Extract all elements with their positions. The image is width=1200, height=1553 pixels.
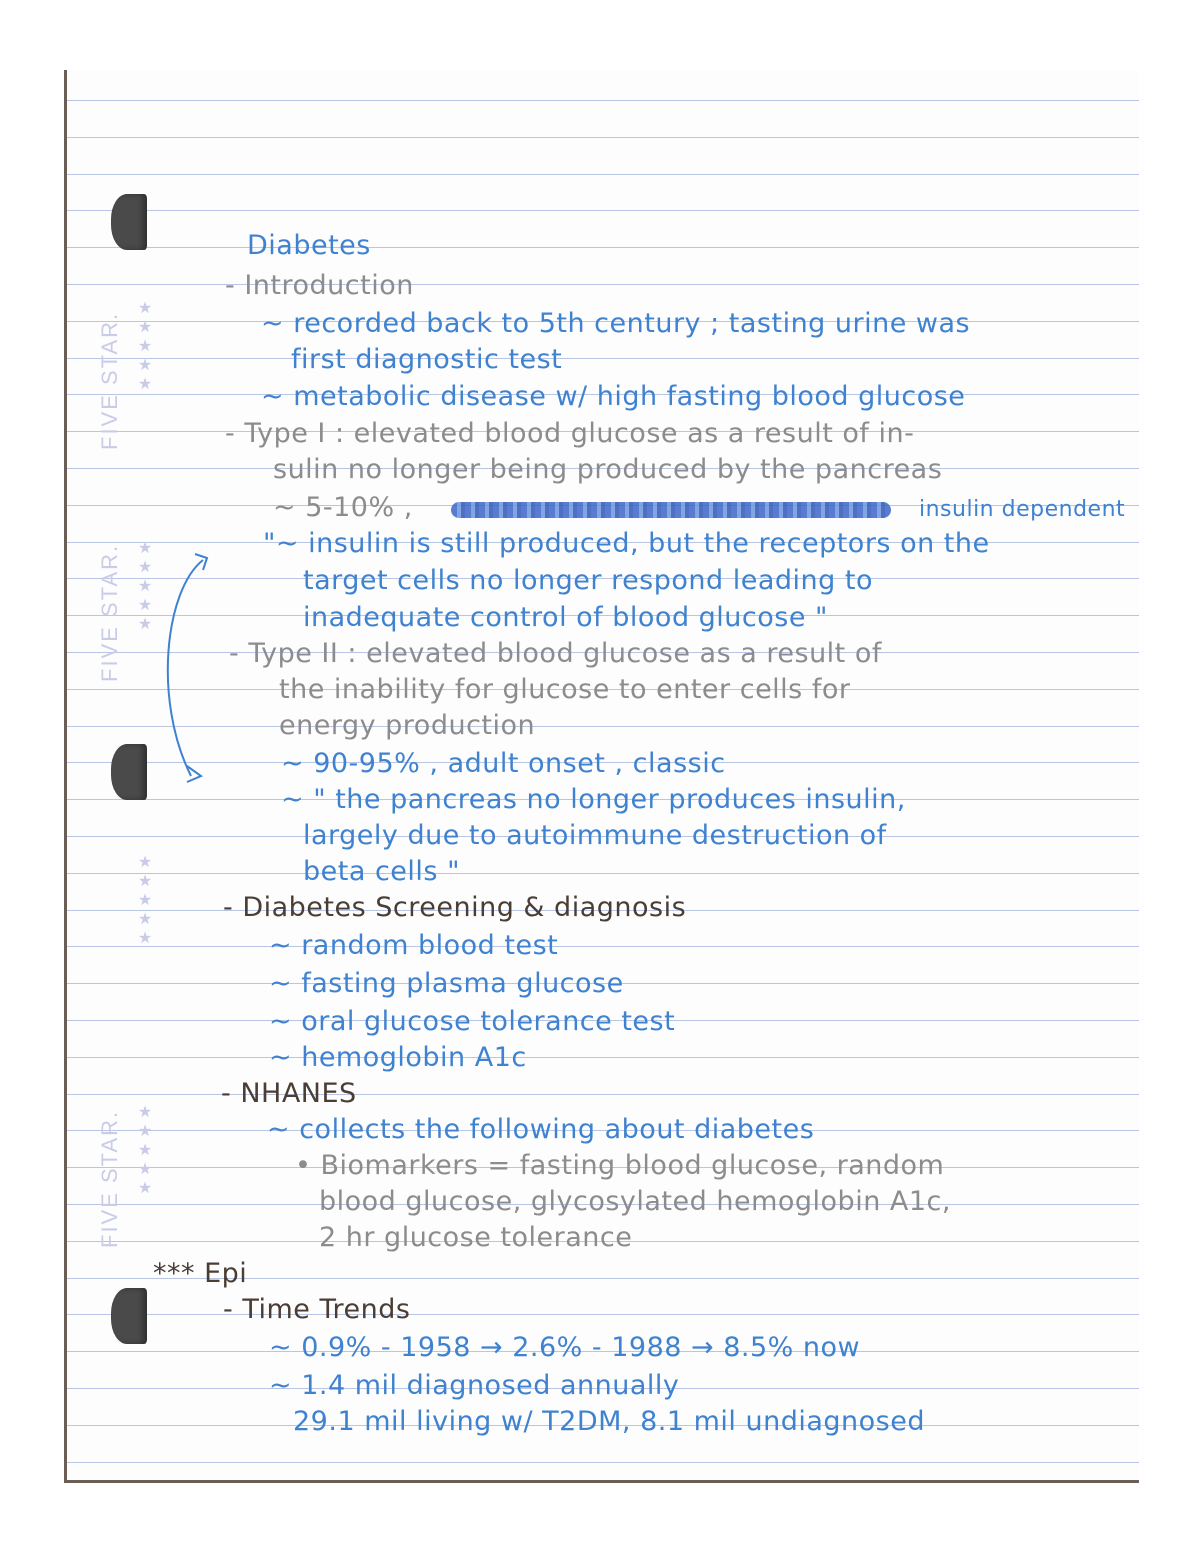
note-line: sulin no longer being produced by the pancreas [273,454,943,485]
quote-line: largely due to autoimmune destruction of [303,820,887,851]
section-heading: - Type II : elevated blood glucose as a result of [229,638,882,669]
ruled-line [67,137,1139,138]
section-heading: - Time Trends [223,1294,411,1325]
section-heading: - NHANES [221,1078,357,1109]
note-line: first diagnostic test [291,344,563,375]
curved-arrow-icon [157,550,227,790]
note-line: ~ collects the following about diabetes [267,1114,815,1145]
section-heading: - Introduction [225,270,414,301]
ruled-line [67,358,1139,359]
ruled-line [67,210,1139,211]
star-column [137,298,153,393]
note-line: blood glucose, glycosylated hemoglobin A1c, [319,1186,951,1217]
binder-hole [111,194,147,250]
note-line: ~ metabolic disease w/ high fasting blood glucose [261,381,966,412]
brand-mark: FIVE STAR. [97,1109,122,1248]
section-heading: - Type I : elevated blood glucose as a result of in- [225,418,915,449]
quote-line: beta cells " [303,856,460,887]
stars-text: ★★★★★ [137,298,153,393]
note-line: ~ 5-10% , [273,492,413,523]
note-line: • Biomarkers = fasting blood glucose, random [295,1150,945,1181]
list-item: ~ fasting plasma glucose [269,968,624,999]
ruled-line [67,946,1139,947]
star-column [137,852,153,947]
note-title: Diabetes [247,230,371,261]
brand-mark: FIVE STAR. [97,543,122,682]
brand-mark: FIVE STAR. [97,311,122,450]
star-column [137,538,153,633]
ruled-line [67,1057,1139,1058]
note-line: ~ recorded back to 5th century ; tasting urine was [261,308,971,339]
ruled-line [67,873,1139,874]
section-heading: *** Epi [153,1258,248,1289]
quote-line: "~ insulin is still produced, but the receptors on the [263,528,990,559]
stars-text: ★★★★★ [137,538,153,633]
ruled-line [67,726,1139,727]
stars-text: ★★★★★ [137,1102,153,1197]
note-line: the inability for glucose to enter cells for [279,674,851,705]
ruled-line [67,1462,1139,1463]
ruled-line [67,247,1139,248]
notebook-page [64,70,1139,1483]
star-column [137,1102,153,1197]
note-line: energy production [279,710,536,741]
quote-line: target cells no longer respond leading to [303,565,873,596]
scribbled-out-text [451,502,891,518]
quote-line: inadequate control of blood glucose " [303,602,828,633]
note-line: ~ 1.4 mil diagnosed annually [269,1370,680,1401]
ruled-line [67,174,1139,175]
stars-text: ★★★★★ [137,852,153,947]
list-item: ~ random blood test [269,930,559,961]
ruled-line [67,100,1139,101]
section-heading: - Diabetes Screening & diagnosis [223,892,687,923]
list-item: ~ oral glucose tolerance test [269,1006,676,1037]
note-line: 29.1 mil living w/ T2DM, 8.1 mil undiagnosed [293,1406,925,1437]
list-item: ~ hemoglobin A1c [269,1042,527,1073]
note-line: ~ 90-95% , adult onset , classic [281,748,726,779]
binder-hole [111,1288,147,1344]
binder-hole [111,744,147,800]
note-line: ~ 0.9% - 1958 → 2.6% - 1988 → 8.5% now [269,1332,861,1363]
quote-line: ~ " the pancreas no longer produces insulin, [281,784,906,815]
note-line: insulin dependent [919,497,1126,522]
note-line: 2 hr glucose tolerance [319,1222,633,1253]
